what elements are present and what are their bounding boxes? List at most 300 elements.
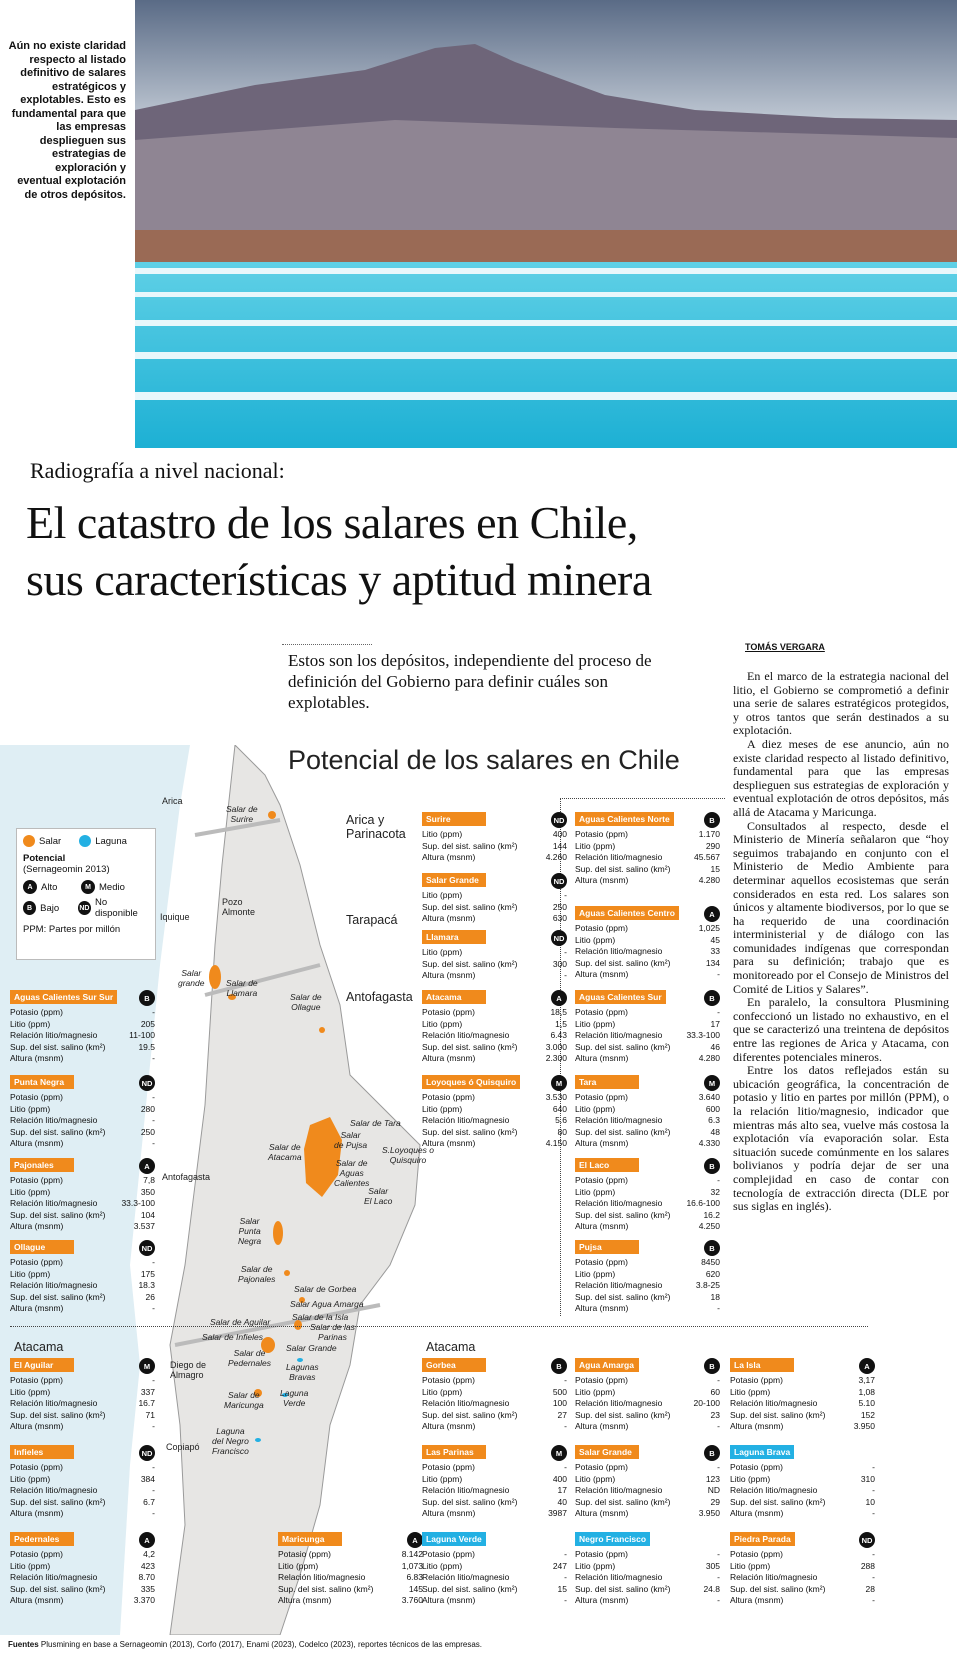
card-row <box>422 1007 567 1019</box>
row-label: Altura (msnm) <box>10 1303 64 1313</box>
row-value: - <box>152 1092 155 1102</box>
card-row <box>422 1030 567 1042</box>
card-row <box>575 1462 720 1474</box>
row-value: - <box>717 1007 720 1017</box>
salar-card <box>422 873 567 925</box>
card-row <box>575 1485 720 1497</box>
kicker: Radiografía a nivel nacional: <box>30 458 285 483</box>
salar-card <box>575 812 720 887</box>
row-label: Litio (ppm) <box>10 1103 51 1114</box>
row-value: 60 <box>710 1386 720 1397</box>
article-paragraph: Entre los datos reflejados están su ubicación geográfica, la concentración de potasio y litio en partes por millón (PPM), o la relación litio/magnesio, indicador que mientras más alto sea, vuelve más costosa la explotación vía evaporación solar. Esta situación sucede comúnmente en los salares bolivianos y podría dejar de ser una complejidad en caso de contar con tecnología de extracción directa (DLE por sus siglas en inglés). <box>733 1063 949 1214</box>
card-row <box>422 1561 567 1573</box>
row-value: 4.250 <box>698 1221 720 1231</box>
card-row <box>278 1572 423 1584</box>
row-label: Relación litio/magnesio <box>575 852 663 862</box>
row-value: 40 <box>557 1496 567 1507</box>
row-label: Potasio (ppm) <box>730 1549 783 1559</box>
row-value: - <box>152 1462 155 1472</box>
row-label: Litio (ppm) <box>422 1103 463 1114</box>
salar-card <box>422 990 567 1065</box>
row-value: 5.6 <box>555 1115 567 1125</box>
card-row <box>422 1092 567 1104</box>
map-label: Salar de Gorbea <box>294 1284 357 1294</box>
row-label: Potasio (ppm) <box>422 1007 475 1017</box>
card-row <box>10 1210 155 1222</box>
row-label: Litio (ppm) <box>278 1560 319 1571</box>
card-row <box>10 1398 155 1410</box>
card-row <box>422 1104 567 1116</box>
card-name: Pajonales <box>10 1158 74 1172</box>
row-value: - <box>717 1572 720 1582</box>
row-value: 3,17 <box>858 1375 875 1385</box>
row-label: Altura (msnm) <box>422 1421 476 1431</box>
card-row <box>422 1485 567 1497</box>
row-label: Altura (msnm) <box>422 1508 476 1518</box>
card-row <box>730 1572 875 1584</box>
row-value: - <box>717 1175 720 1185</box>
row-label: Altura (msnm) <box>575 1421 629 1431</box>
divider <box>10 1326 868 1327</box>
row-label: Altura (msnm) <box>575 969 629 979</box>
card-row <box>422 1410 567 1422</box>
row-value: - <box>152 1303 155 1313</box>
salar-card <box>575 990 720 1065</box>
salar-card <box>730 1358 875 1433</box>
row-label: Sup. del sist. salino (km²) <box>10 1126 106 1137</box>
card-row <box>575 1497 720 1509</box>
card-row <box>10 1292 155 1304</box>
row-value: 16.7 <box>138 1398 155 1408</box>
card-header <box>10 1240 155 1257</box>
legend-row <box>23 897 149 919</box>
row-value: 8450 <box>701 1257 720 1267</box>
sources <box>8 1640 482 1649</box>
row-label: Altura (msnm) <box>575 1303 629 1313</box>
row-value: 23 <box>710 1409 720 1420</box>
row-value: 337 <box>140 1386 155 1397</box>
map-label: Salar de Pedernales <box>228 1348 272 1368</box>
city-label: Pozo Almonte <box>222 897 256 917</box>
row-label: Litio (ppm) <box>422 890 463 900</box>
badge-nd-icon: ND <box>78 901 91 915</box>
row-label: Relación litio/magnesio <box>10 1280 98 1290</box>
salar-card <box>10 1358 155 1433</box>
row-value: 32 <box>710 1186 720 1197</box>
map-label: Lagunas Bravas <box>286 1362 319 1382</box>
row-value: - <box>872 1485 875 1495</box>
row-label: Altura (msnm) <box>575 875 629 885</box>
card-header <box>278 1532 423 1549</box>
row-label: Relación litio/magnesio <box>10 1198 98 1208</box>
row-label: Potasio (ppm) <box>278 1549 331 1559</box>
potential-badge-icon: B <box>704 812 720 828</box>
map-label: Salar de Surire <box>226 804 258 824</box>
row-label: Litio (ppm) <box>575 1386 616 1397</box>
salar-card <box>422 1075 567 1150</box>
map-label: Laguna Verde <box>280 1388 309 1408</box>
card-row <box>575 864 720 876</box>
row-value: 3.000 <box>545 1041 567 1052</box>
card-row <box>10 1549 155 1561</box>
potential-badge-icon: B <box>704 1240 720 1256</box>
card-row <box>422 1497 567 1509</box>
card-row <box>422 1474 567 1486</box>
map-label: Salar de Aguilar <box>210 1317 271 1327</box>
card-name: Las Parinas <box>422 1445 486 1459</box>
potential-badge-icon: ND <box>139 1075 155 1091</box>
card-row <box>422 1595 567 1607</box>
row-value: - <box>564 1462 567 1472</box>
legend-potencial: Potencial <box>23 853 66 864</box>
divider <box>560 798 725 799</box>
card-row <box>575 1115 720 1127</box>
card-row <box>422 829 567 841</box>
card-row <box>422 1138 567 1150</box>
row-label: Altura (msnm) <box>422 1138 476 1148</box>
card-row <box>422 852 567 864</box>
card-row <box>422 1462 567 1474</box>
row-label: Sup. del sist. salino (km²) <box>10 1291 106 1302</box>
potential-badge-icon: M <box>139 1358 155 1374</box>
card-row <box>575 875 720 887</box>
card-name: Pedernales <box>10 1532 74 1546</box>
card-row <box>575 1221 720 1233</box>
card-row <box>422 902 567 914</box>
row-value: 5.10 <box>858 1398 875 1408</box>
photo-caption: Aún no existe claridad respecto al listado definitivo de salares estratégicos y explotables. Esto es fundamental para que las empresas desplieguen sus estrategias de exploración y eventual explotación de otros depósitos. <box>8 40 126 201</box>
headline: El catastro de los salares en Chile, sus características y aptitud minera <box>26 497 652 605</box>
row-value: 4.330 <box>698 1138 720 1148</box>
row-value: - <box>152 1053 155 1063</box>
row-value: - <box>152 1138 155 1148</box>
row-label: Sup. del sist. salino (km²) <box>422 1409 518 1420</box>
salar-card <box>575 1075 720 1150</box>
card-header <box>422 1532 567 1549</box>
legend-row <box>23 880 149 894</box>
row-value: 6.83 <box>406 1572 423 1582</box>
card-row <box>575 829 720 841</box>
row-value: 16.6-100 <box>686 1198 720 1208</box>
card-row <box>575 1584 720 1596</box>
row-label: Sup. del sist. salino (km²) <box>575 1291 671 1302</box>
row-label: Potasio (ppm) <box>422 1375 475 1385</box>
potential-badge-icon: ND <box>139 1445 155 1461</box>
salar-card <box>422 1358 567 1433</box>
row-label: Litio (ppm) <box>422 1018 463 1029</box>
row-value: 4.280 <box>698 875 720 885</box>
row-label: Sup. del sist. salino (km²) <box>422 958 518 969</box>
card-row <box>730 1508 875 1520</box>
row-value: 3.530 <box>545 1092 567 1102</box>
row-value: 175 <box>140 1268 155 1279</box>
row-label: Relación litio/magnesio <box>422 1485 510 1495</box>
row-value: 384 <box>140 1473 155 1484</box>
row-value: - <box>872 1549 875 1559</box>
potential-badge-icon: B <box>704 1158 720 1174</box>
card-header <box>575 1240 720 1257</box>
row-label: Potasio (ppm) <box>575 1549 628 1559</box>
card-row <box>730 1584 875 1596</box>
salar-card <box>575 1358 720 1433</box>
salar-card <box>575 906 720 981</box>
card-row <box>10 1462 155 1474</box>
row-value: 45 <box>710 934 720 945</box>
map-label: Salar de Tara <box>350 1118 401 1128</box>
sources-label: Fuentes <box>8 1640 39 1649</box>
row-value: - <box>152 1375 155 1385</box>
row-value: 15 <box>557 1583 567 1594</box>
potential-badge-icon: ND <box>859 1532 875 1548</box>
row-value: 1.170 <box>698 829 720 839</box>
card-header <box>730 1532 875 1549</box>
row-value: 3.537 <box>133 1221 155 1231</box>
row-value: 18.3 <box>138 1280 155 1290</box>
salar-card <box>10 1158 155 1233</box>
salar-card <box>10 1075 155 1150</box>
row-label: Potasio (ppm) <box>422 1549 475 1559</box>
card-row <box>10 1030 155 1042</box>
row-label: Relación litio/magnesio <box>422 1398 510 1408</box>
row-label: Sup. del sist. salino (km²) <box>10 1583 106 1594</box>
row-value: 3.950 <box>853 1421 875 1431</box>
card-row <box>422 1398 567 1410</box>
card-row <box>575 1303 720 1315</box>
card-header <box>10 1445 155 1462</box>
card-row <box>575 1127 720 1139</box>
row-value: - <box>564 1549 567 1559</box>
card-row <box>575 1175 720 1187</box>
badge-m-icon: M <box>81 880 95 894</box>
card-row <box>10 1092 155 1104</box>
row-label: Relación litio/magnesio <box>575 1198 663 1208</box>
row-label: Potasio (ppm) <box>10 1092 63 1102</box>
row-label: Relación litio/magnesio <box>575 1485 663 1495</box>
card-name: Negro Francisco <box>575 1532 650 1546</box>
row-value: 423 <box>140 1560 155 1571</box>
potential-badge-icon: ND <box>139 1240 155 1256</box>
card-row <box>10 1387 155 1399</box>
row-value: 26 <box>145 1291 155 1302</box>
salar-swatch-icon <box>23 835 35 847</box>
row-label: Litio (ppm) <box>10 1386 51 1397</box>
row-value: - <box>152 1508 155 1518</box>
row-label: Litio (ppm) <box>10 1018 51 1029</box>
row-value: - <box>564 1421 567 1431</box>
card-name: Infieles <box>10 1445 74 1459</box>
row-label: Sup. del sist. salino (km²) <box>422 901 518 912</box>
card-row <box>422 841 567 853</box>
legend-types <box>23 835 149 847</box>
row-label: Potasio (ppm) <box>422 1092 475 1102</box>
row-label: Litio (ppm) <box>575 934 616 945</box>
card-name: Llamara <box>422 930 486 944</box>
card-row <box>10 1007 155 1019</box>
row-value: - <box>564 947 567 957</box>
salar-photo <box>135 0 957 448</box>
map-label: Salar El Laco <box>364 1186 393 1206</box>
row-label: Potasio (ppm) <box>10 1375 63 1385</box>
potential-badge-icon: B <box>704 990 720 1006</box>
row-label: Relación litio/magnesio <box>575 1572 663 1582</box>
card-row <box>422 1508 567 1520</box>
row-value: 640 <box>552 1103 567 1114</box>
row-value: 8.142 <box>401 1549 423 1559</box>
row-label: Relación litio/magnesio <box>10 1572 98 1582</box>
row-label: Sup. del sist. salino (km²) <box>730 1409 826 1420</box>
card-row <box>10 1115 155 1127</box>
map-label: Salar de Infieles <box>202 1332 263 1342</box>
row-value: 335 <box>140 1583 155 1594</box>
row-label: Sup. del sist. salino (km²) <box>575 957 671 968</box>
badge-b-icon: B <box>23 901 36 915</box>
card-name: Pujsa <box>575 1240 639 1254</box>
salar-card <box>575 1532 720 1607</box>
card-row <box>575 1210 720 1222</box>
row-value: 19.5 <box>138 1041 155 1052</box>
row-label: Potasio (ppm) <box>10 1462 63 1472</box>
potential-badge-icon: B <box>551 1358 567 1374</box>
map-label: Salar de las Parinas <box>310 1322 355 1342</box>
card-row <box>422 1549 567 1561</box>
sources-text: Plusmining en base a Sernageomin (2013), Corfo (2017), Enami (2023), Codelco (2023), reportes técnicos de las empresas. <box>40 1640 483 1649</box>
card-row <box>575 1280 720 1292</box>
row-label: Litio (ppm) <box>575 1268 616 1279</box>
salar-card <box>422 1445 567 1520</box>
row-label: Potasio (ppm) <box>575 1092 628 1102</box>
row-value: - <box>717 1462 720 1472</box>
card-row <box>730 1398 875 1410</box>
row-label: Litio (ppm) <box>575 1560 616 1571</box>
row-value: - <box>717 1303 720 1313</box>
card-row <box>730 1497 875 1509</box>
row-value: 15 <box>710 863 720 874</box>
row-value: - <box>564 890 567 900</box>
salar-card <box>730 1532 875 1607</box>
row-value: 2.300 <box>545 1053 567 1063</box>
row-label: Altura (msnm) <box>422 1053 476 1063</box>
card-row <box>422 1127 567 1139</box>
row-label: Litio (ppm) <box>422 1386 463 1397</box>
row-label: Sup. del sist. salino (km²) <box>575 1496 671 1507</box>
row-label: Relación litio/magnesio <box>10 1030 98 1040</box>
map-label: Salar de Ollague <box>290 992 322 1012</box>
row-label: Altura (msnm) <box>730 1421 784 1431</box>
card-row <box>575 1030 720 1042</box>
card-row <box>422 1387 567 1399</box>
row-value: 600 <box>705 1103 720 1114</box>
card-row <box>10 1104 155 1116</box>
card-row <box>730 1462 875 1474</box>
row-value: 400 <box>552 1473 567 1484</box>
row-label: Relación litio/magnesio <box>730 1398 818 1408</box>
card-name: Laguna Brava <box>730 1445 794 1459</box>
card-row <box>422 1572 567 1584</box>
card-row <box>422 1115 567 1127</box>
card-name: Punta Negra <box>10 1075 74 1089</box>
row-value: 3.8-25 <box>695 1280 720 1290</box>
row-value: 620 <box>705 1268 720 1279</box>
row-label: Sup. del sist. salino (km²) <box>10 1041 106 1052</box>
card-row <box>575 1053 720 1065</box>
card-row <box>575 1561 720 1573</box>
row-value: - <box>152 1421 155 1431</box>
card-row <box>422 1042 567 1054</box>
row-label: Altura (msnm) <box>10 1595 64 1605</box>
byline: TOMÁS VERGARA <box>745 642 825 652</box>
card-row <box>422 1053 567 1065</box>
salar-card <box>10 1240 155 1315</box>
card-row <box>10 1187 155 1199</box>
row-value: 3.950 <box>698 1508 720 1518</box>
row-label: Sup. del sist. salino (km²) <box>730 1583 826 1594</box>
row-label: Sup. del sist. salino (km²) <box>278 1583 374 1594</box>
row-value: - <box>717 1375 720 1385</box>
salar-card <box>10 1532 155 1607</box>
region-atacama: Atacama <box>426 1340 476 1354</box>
card-row <box>10 1257 155 1269</box>
row-value: - <box>564 970 567 980</box>
row-value: - <box>717 969 720 979</box>
row-value: 350 <box>140 1186 155 1197</box>
city-label: Arica <box>162 796 183 806</box>
card-row <box>575 958 720 970</box>
card-header <box>422 1075 567 1092</box>
row-value: 17 <box>710 1018 720 1029</box>
row-label: Altura (msnm) <box>10 1508 64 1518</box>
row-label: Sup. del sist. salino (km²) <box>10 1209 106 1220</box>
row-label: Sup. del sist. salino (km²) <box>10 1409 106 1420</box>
card-row <box>278 1595 423 1607</box>
card-row <box>730 1387 875 1399</box>
row-label: Litio (ppm) <box>10 1268 51 1279</box>
row-label: Sup. del sist. salino (km²) <box>575 1409 671 1420</box>
card-header <box>10 990 155 1007</box>
row-label: Litio (ppm) <box>575 1473 616 1484</box>
row-label: Altura (msnm) <box>422 913 476 923</box>
potential-badge-icon: M <box>551 1075 567 1091</box>
row-label: Altura (msnm) <box>575 1508 629 1518</box>
card-row <box>278 1584 423 1596</box>
row-label: Potasio (ppm) <box>10 1257 63 1267</box>
potential-badge-icon: A <box>859 1358 875 1374</box>
row-label: Potasio (ppm) <box>422 1462 475 1472</box>
badge-a-icon: A <box>23 880 37 894</box>
region-arica: Arica y Parinacota <box>346 813 406 841</box>
row-value: 250 <box>140 1126 155 1137</box>
card-row <box>575 935 720 947</box>
card-name: Surire <box>422 812 486 826</box>
potential-badge-icon: A <box>139 1158 155 1174</box>
row-value: 134 <box>705 957 720 968</box>
card-header <box>575 1158 720 1175</box>
card-row <box>422 1421 567 1433</box>
card-name: Tara <box>575 1075 639 1089</box>
row-value: - <box>872 1572 875 1582</box>
salar-card <box>10 990 155 1065</box>
card-row <box>575 1269 720 1281</box>
card-header <box>10 1075 155 1092</box>
article-paragraph: En paralelo, la consultora Plusmining confeccionó un listado no exhaustivo, en el que se caracterizó una treintena de depósitos entre las regiones de Arica y Atacama, con diferentes potenciales mineros. <box>733 995 949 1064</box>
card-row <box>575 946 720 958</box>
row-value: ND <box>707 1485 720 1495</box>
row-label: Altura (msnm) <box>730 1595 784 1605</box>
potential-badge-icon: M <box>704 1075 720 1091</box>
row-label: Potasio (ppm) <box>730 1462 783 1472</box>
card-header <box>575 1075 720 1092</box>
row-label: Sup. del sist. salino (km²) <box>10 1496 106 1507</box>
row-value: - <box>152 1257 155 1267</box>
